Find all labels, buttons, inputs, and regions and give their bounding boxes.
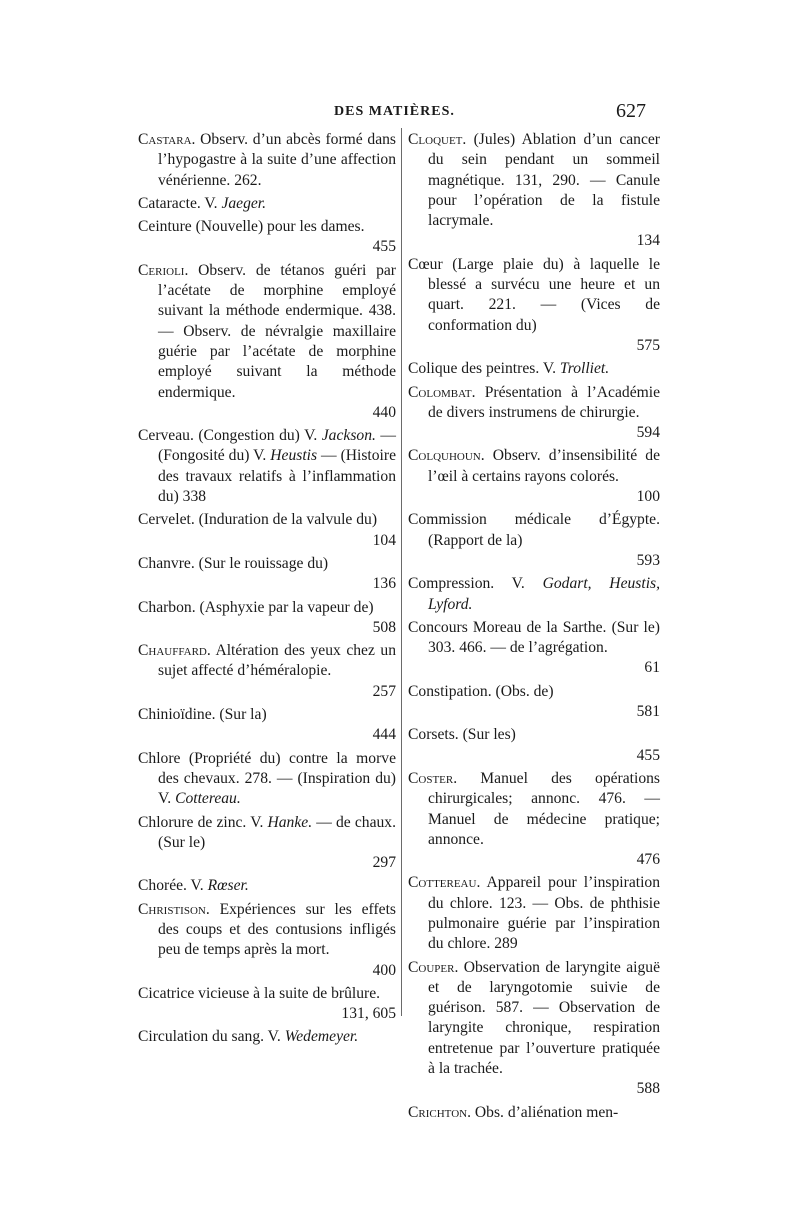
index-entry <box>408 873 660 954</box>
index-entry <box>138 900 396 981</box>
entry-page-ref: 134 <box>636 232 660 250</box>
index-entry <box>138 1027 396 1047</box>
entry-text: Charbon. (Asphyxie par la vapeur de) <box>138 598 374 616</box>
entry-crossref: Heustis <box>270 447 318 465</box>
entry-text: Circulation du sang. V. <box>138 1028 285 1046</box>
entry-text: — (Histoire des travaux relatifs à l’inflammation du) 338 <box>158 447 396 506</box>
entry-text: Obs. d’aliénation men- <box>471 1103 619 1121</box>
running-title: DES MATIÈRES. <box>334 104 455 119</box>
index-entry <box>138 130 396 191</box>
index-entry <box>138 554 396 595</box>
entry-text: — de chaux. (Sur le) <box>158 813 397 851</box>
entry-page-ref: 400 <box>372 961 396 979</box>
entry-page-ref: 593 <box>636 551 660 569</box>
entry-page-ref: 594 <box>636 424 660 442</box>
entry-heading: Cottereau. <box>408 874 481 892</box>
entry-crossref: Hanke. <box>267 813 313 831</box>
entry-crossref: Trolliet. <box>559 360 610 378</box>
entry-text: — (Fongosité du) V. <box>158 427 396 465</box>
entry-heading: Colombat. <box>408 383 476 401</box>
entry-heading: Cerioli. <box>138 261 189 279</box>
entry-text: Corsets. (Sur les) <box>408 726 516 744</box>
entry-text: Constipation. (Obs. de) <box>408 682 554 700</box>
entry-text: Altération des yeux chez un sujet affecté d’héméralopie. <box>158 642 396 680</box>
index-entry <box>138 510 396 551</box>
entry-page-ref: 575 <box>636 336 660 354</box>
index-entry <box>138 641 396 702</box>
index-entry <box>138 705 396 746</box>
entry-text: Cerveau. (Congestion du) V. <box>138 427 322 445</box>
index-entry <box>138 598 396 639</box>
index-entry <box>138 217 396 258</box>
index-entry <box>408 446 660 507</box>
entry-heading: Crichton. <box>408 1103 471 1121</box>
index-entry <box>408 255 660 356</box>
entry-page-ref: 581 <box>636 703 660 721</box>
index-entry <box>408 682 660 723</box>
entry-page-ref: 455 <box>372 238 396 256</box>
entry-page-ref: 104 <box>372 531 396 549</box>
index-entry <box>408 725 660 766</box>
index-column-right <box>408 130 660 1126</box>
index-entry <box>138 876 396 896</box>
entry-text: Cœur (Large plaie du) à laquelle le blessé a survécu une heure et un quart. 221. — (Vices de conformation du) <box>408 255 660 334</box>
entry-text: Appareil pour l’inspiration du chlore. 123. — Obs. de phthisie pulmonaire guérie par l’inspiration du chlore. 289 <box>428 874 660 953</box>
entry-text: Compression. V. <box>408 575 543 593</box>
entry-heading: Chauffard. <box>138 642 211 660</box>
index-entry <box>408 958 660 1100</box>
index-column-left <box>138 130 396 1051</box>
entry-crossref: Godart, Heustis, Lyford. <box>428 575 660 613</box>
entry-crossref: Jaeger. <box>221 194 267 212</box>
entry-crossref: Cottereau. <box>175 790 241 808</box>
entry-text: Ceinture (Nouvelle) pour les dames. <box>138 218 365 236</box>
entry-heading: Castara. <box>138 131 196 148</box>
entry-text: Chinioïdine. (Sur la) <box>138 706 267 724</box>
index-entry <box>408 1103 660 1123</box>
entry-text: Manuel des opérations chirurgicales; annonc. 476. — Manuel de médecine pratique; annonce. <box>428 769 660 848</box>
entry-page-ref: 444 <box>372 726 396 744</box>
entry-text: Chorée. V. <box>138 877 208 895</box>
entry-text: Chlore (Propriété du) contre la morve des chevaux. 278. — (Inspiration du) V. <box>138 749 396 808</box>
entry-crossref: Jackson. <box>321 427 376 445</box>
entry-text: Observ. de tétanos guéri par l’acétate de morphine employé suivant la méthode endermique. 438. — Observ. de névralgie maxillaire guérie par l’acétate de morphine employé suivant la méthode endermique. <box>158 261 396 401</box>
entry-text: Colique des peintres. V. <box>408 360 560 378</box>
entry-crossref: Rœser. <box>207 877 249 895</box>
index-entry <box>138 261 396 423</box>
index-entry <box>408 383 660 444</box>
entry-text: Concours Moreau de la Sarthe. (Sur le) 303. 466. — de l’agrégation. <box>408 618 660 657</box>
page-number: 627 <box>616 100 646 122</box>
index-entry <box>138 426 396 507</box>
entry-crossref: Wedemeyer. <box>284 1028 359 1046</box>
entry-page-ref: 100 <box>636 488 660 506</box>
index-entry <box>138 813 396 874</box>
entry-text: Cervelet. (Induration de la valvule du) <box>138 511 378 529</box>
entry-page-ref: 136 <box>372 575 396 593</box>
entry-page-ref: 297 <box>372 854 396 872</box>
entry-page-ref: 257 <box>372 682 396 700</box>
entry-page-ref: 440 <box>372 403 396 421</box>
entry-page-ref: 476 <box>636 851 660 869</box>
index-entry <box>138 194 396 214</box>
entry-text: (Jules) Ablation d’un cancer du sein pendant un sommeil magnétique. 131, 290. — Canule pour l’opération de la fistule lacrymale. <box>428 131 660 230</box>
entry-text: Chlorure de zinc. V. <box>138 813 268 831</box>
entry-text: Cataracte. V. <box>138 194 222 212</box>
entry-page-ref: 131, 605 <box>341 1005 396 1023</box>
entry-heading: Coster. <box>408 769 458 787</box>
entry-text: Observation de laryngite aiguë et de laryngotomie suivie de guérison. 587. — Observation de laryngite chronique, respiration entretenue par l’ouverture pratiquée à la trachée. <box>428 958 660 1078</box>
entry-text: Observ. d’insensibilité de l’œil à certains rayons colorés. <box>428 447 660 485</box>
page-header <box>0 100 800 130</box>
entry-page-ref: 508 <box>372 618 396 636</box>
entry-page-ref: 61 <box>644 659 660 677</box>
entry-text: Observ. d’un abcès formé dans l’hypogastre à la suite d’une affection vénérienne. 262. <box>158 131 396 189</box>
entry-page-ref: 588 <box>636 1080 660 1098</box>
index-entry <box>408 618 660 679</box>
index-entry <box>408 574 660 615</box>
index-entry <box>408 359 660 379</box>
index-entry <box>138 984 396 1025</box>
column-divider <box>401 128 402 1016</box>
index-entry <box>408 769 660 870</box>
entry-heading: Cloquet. <box>408 131 467 148</box>
entry-heading: Couper. <box>408 958 459 976</box>
entry-text: Expériences sur les effets des coups et des contusions infligés peu de temps après la mort. <box>158 900 396 959</box>
entry-text: Cicatrice vicieuse à la suite de brûlure. <box>138 984 381 1002</box>
index-entry <box>408 130 660 252</box>
entry-text: Chanvre. (Sur le rouissage du) <box>138 554 329 572</box>
entry-page-ref: 455 <box>636 746 660 764</box>
index-entry <box>408 510 660 571</box>
index-entry <box>138 749 396 810</box>
entry-text: Présentation à l’Académie de divers instrumens de chirurgie. <box>428 383 660 421</box>
entry-heading: Colquhoun. <box>408 447 485 465</box>
entry-text: Commission médicale d’Égypte. (Rapport de la) <box>408 511 660 549</box>
entry-heading: Christison. <box>138 900 210 918</box>
